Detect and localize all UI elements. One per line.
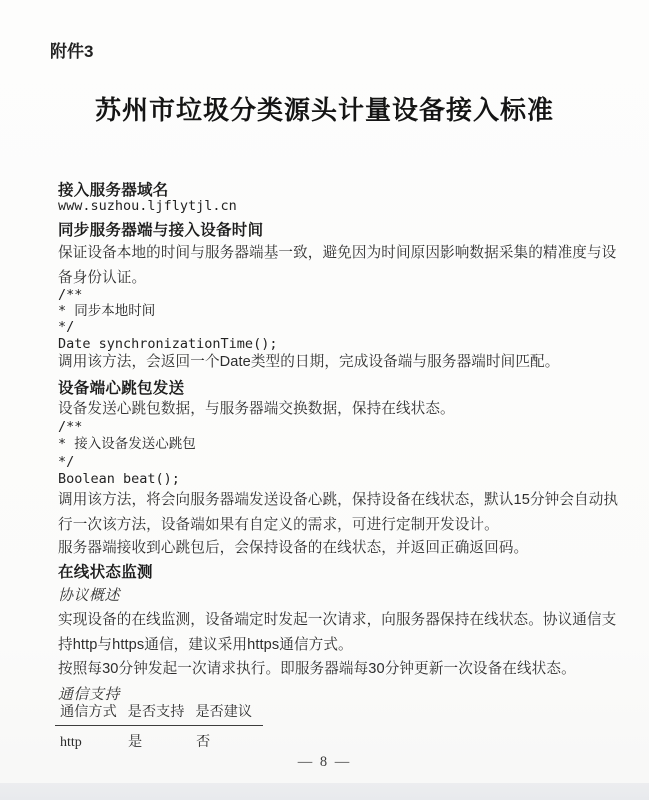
code-line: * 同步本地时间: [58, 303, 156, 320]
footer-strip: [0, 783, 649, 800]
subheading-protocol-overview: 协议概述: [58, 587, 121, 604]
table-header-row: [55, 701, 263, 726]
section-heading-heartbeat: 设备端心跳包发送: [58, 380, 185, 397]
text-line: 实现设备的在线监测，设备端定时发起一次请求，向服务器保持在线状态。协议通信支: [58, 612, 617, 628]
table-header-cell: 通信方式: [60, 704, 117, 720]
table-header-cell: 是否建议: [195, 704, 253, 720]
code-line: * 接入设备发送心跳包: [58, 436, 196, 453]
text-line: 调用该方法，将会向服务器端发送设备心跳，保持设备在线状态，默认15分钟会自动执: [58, 492, 619, 508]
comm-support-table: [55, 701, 264, 751]
paragraph-heartbeat-intro: 设备发送心跳包数据，与服务器端交换数据，保持在线状态。: [58, 401, 455, 417]
subheading-comm-support: 通信支持: [58, 686, 121, 703]
paragraph-sync-usage: 调用该方法，会返回一个Date类型的日期，完成设备端与服务器端时间匹配。: [58, 354, 560, 370]
text-line: 持http与https通信，建议采用https通信方式。: [58, 637, 353, 653]
paragraph-monitor-intro: [58, 608, 616, 658]
code-line: */: [58, 319, 75, 336]
text-line: 备身份认证。: [58, 270, 147, 286]
paragraph-heartbeat-server: 服务器端接收到心跳包后，会保持设备的在线状态，并返回正确返回码。: [58, 540, 529, 556]
code-line: */: [58, 453, 75, 470]
table-row: [55, 726, 264, 751]
code-block-heartbeat: [58, 419, 196, 488]
section-heading-sync-time: 同步服务器端与接入设备时间: [58, 222, 264, 239]
table-cell: 否: [196, 734, 211, 750]
page-number: — 8 —: [297, 754, 352, 770]
section-heading-online-monitor: 在线状态监测: [58, 564, 153, 581]
paragraph-heartbeat-usage: [58, 488, 618, 538]
table-header-cell: 是否支持: [127, 704, 185, 720]
server-domain-url: www.suzhou.ljflytjl.cn: [58, 198, 237, 214]
text-line: 保证设备本地的时间与服务器端基一致，避免因为时间原因影响数据采集的精准度与设: [58, 245, 617, 261]
code-block-sync: [58, 287, 277, 352]
paragraph-sync-intro: [58, 241, 616, 291]
section-heading-server-domain: 接入服务器域名: [58, 182, 169, 199]
paragraph-monitor-interval: 按照每30分钟发起一次请求执行。即服务器端每30分钟更新一次设备在线状态。: [58, 661, 576, 677]
table-cell: http: [60, 735, 82, 750]
code-line: /**: [58, 419, 83, 435]
table-cell: 是: [128, 734, 143, 750]
code-line: Date synchronizationTime();: [58, 335, 278, 352]
text-line: 行一次该方法，设备端如果有自定义的需求，可进行定制开发设计。: [58, 517, 499, 533]
code-line: /**: [58, 287, 83, 303]
attachment-label: 附件3: [50, 42, 94, 61]
code-line: Boolean beat();: [58, 470, 180, 487]
page-title: 苏州市垃圾分类源头计量设备接入标准: [94, 96, 554, 125]
